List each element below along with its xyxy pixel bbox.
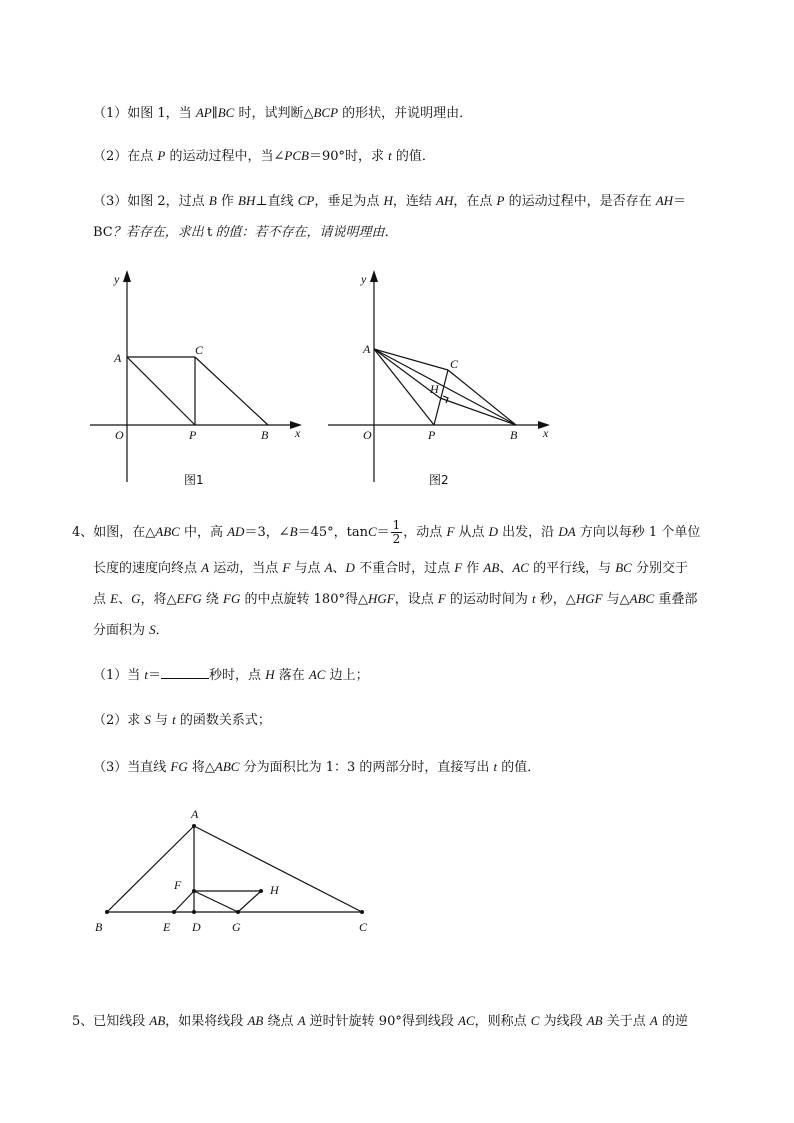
label-H: H: [430, 382, 439, 396]
math-symbol: HGF: [367, 591, 395, 606]
math-symbol: BH: [238, 193, 256, 208]
text-run: 秒，△: [535, 592, 576, 607]
text-run: 作: [462, 561, 484, 576]
text-run: 绕点: [263, 1014, 298, 1029]
label-P: P: [428, 428, 436, 442]
label-E: E: [163, 920, 171, 934]
text-run: t: [207, 225, 213, 240]
text-run: 关于点: [602, 1014, 650, 1029]
label-C: C: [450, 357, 459, 371]
math-symbol: BC: [217, 105, 235, 120]
text-run: 分为面积比为 1：3 的两部分时，直接写出: [239, 760, 494, 775]
math-symbol: F: [437, 591, 446, 606]
text-run: 边上；: [325, 668, 369, 683]
math-symbol: D: [345, 560, 355, 575]
point-B: [105, 910, 109, 914]
text-run: （1）如图 1，当: [93, 106, 196, 121]
math-symbol: AC: [458, 1013, 475, 1028]
math-symbol: AB: [483, 560, 500, 575]
y-axis-arrow: [370, 270, 378, 282]
math-symbol: ABC: [629, 591, 655, 606]
math-symbol: A: [324, 560, 333, 575]
math-symbol: A: [297, 1013, 306, 1028]
math-symbol: DA: [558, 524, 576, 539]
segment-AB: [107, 826, 194, 912]
label-O: O: [363, 428, 372, 442]
label-D: D: [192, 920, 201, 934]
text-run: 的运动过程中，当∠: [165, 149, 285, 164]
point-G: [236, 910, 240, 914]
segment-AB: [374, 349, 516, 425]
math-symbol: S: [149, 622, 156, 637]
math-symbol: 的值：若不存在，请说明理由．: [212, 224, 398, 239]
text-run: 的逆: [657, 1014, 688, 1029]
text-run: 长度的速度向终点: [93, 561, 202, 576]
text-run: 中，高: [179, 525, 228, 540]
math-symbol: AB: [149, 1013, 166, 1028]
q3-part3-line2: [93, 222, 398, 243]
label-y: y: [361, 272, 367, 286]
text-run: 的平行线，与: [528, 561, 616, 576]
math-symbol: t: [172, 712, 176, 727]
math-symbol: G: [131, 591, 141, 606]
figure-1: [80, 262, 310, 494]
math-symbol: AB: [247, 1013, 264, 1028]
segment-CB: [448, 370, 516, 425]
math-symbol: B: [208, 193, 217, 208]
q4-line1: [72, 519, 700, 546]
text-run: 的运动过程中，是否存在: [504, 194, 656, 209]
text-run: ，动点: [403, 525, 447, 540]
point-D: [192, 910, 196, 914]
text-run: 将△: [187, 760, 215, 775]
label-B: B: [95, 920, 103, 934]
segment-CB: [195, 357, 268, 425]
math-symbol: AP: [195, 105, 212, 120]
text-run: 的值．: [497, 760, 541, 775]
tan-c-fraction: $\frac{1}{2}$: [392, 518, 401, 546]
math-symbol: AC: [308, 667, 326, 682]
label-y: y: [114, 272, 120, 286]
math-symbol: C: [530, 1013, 540, 1028]
q3-part3-line1: [93, 191, 686, 212]
text-run: （3）当直线: [93, 760, 171, 775]
text-run: 、: [499, 561, 513, 576]
text-run: 运动，当点: [209, 561, 283, 576]
math-symbol: HGF: [575, 591, 603, 606]
math-symbol: BCP: [313, 105, 339, 120]
math-symbol: BC: [615, 560, 632, 575]
math-symbol: C: [367, 524, 377, 539]
point-C: [360, 910, 364, 914]
q5-line1: [72, 1011, 688, 1032]
text-run: ＝: [148, 668, 162, 683]
answer-blank[interactable]: [161, 664, 209, 679]
label-x: x: [295, 426, 301, 440]
text-run: BC: [93, 225, 113, 240]
text-run: 的中点旋转 180°得△: [240, 592, 368, 607]
figure-3: [88, 800, 388, 940]
text-run: 、: [332, 561, 346, 576]
math-symbol: A: [649, 1013, 658, 1028]
segment-AC: [194, 826, 362, 912]
math-symbol: AH: [655, 193, 674, 208]
point-A: [192, 824, 196, 828]
label-G: G: [232, 920, 241, 934]
segment-HB: [440, 398, 516, 425]
math-symbol: ABC: [214, 759, 240, 774]
label-P: P: [189, 428, 197, 442]
text-run: 的值．: [391, 149, 435, 164]
math-symbol: PCB: [284, 148, 309, 163]
text-run: 重叠部: [654, 592, 698, 607]
label-F: F: [174, 878, 182, 892]
text-run: （3）如图 2，过点: [93, 194, 209, 209]
q4-part1: [93, 664, 369, 686]
segment-HG: [238, 891, 261, 912]
math-symbol: B: [289, 524, 298, 539]
text-run: ，连结: [392, 194, 437, 209]
label-B: B: [510, 428, 518, 442]
math-symbol: H: [265, 667, 275, 682]
label-A: A: [114, 351, 122, 365]
text-run: ＝90°时，求: [308, 149, 389, 164]
q3-part2: [93, 146, 435, 167]
label-O: O: [115, 428, 124, 442]
text-run: ，将△: [140, 592, 177, 607]
math-symbol: F: [446, 524, 455, 539]
math-symbol: ABC: [155, 524, 180, 539]
q4-line4: [93, 620, 169, 641]
text-run: ＝3，∠: [244, 525, 290, 540]
text-run: 、: [118, 592, 132, 607]
text-run: ，垂足为点: [314, 194, 384, 209]
label-H: H: [270, 883, 279, 897]
math-symbol: CP: [297, 193, 315, 208]
y-axis-arrow: [123, 270, 131, 282]
text-run: 秒时，点: [209, 668, 266, 683]
label-B: B: [261, 428, 269, 442]
math-symbol: AH: [436, 193, 454, 208]
text-run: 不重合时，过点: [354, 561, 455, 576]
math-symbol: A: [201, 560, 210, 575]
figure-2-caption: 图2: [429, 473, 449, 487]
q3-part1: [93, 103, 472, 124]
label-C: C: [195, 343, 204, 357]
text-run: ，设点: [394, 592, 438, 607]
text-run: ＝: [376, 525, 390, 540]
text-run: 点: [93, 592, 111, 607]
q4-part3: [93, 757, 540, 778]
text-run: ，在点: [453, 194, 497, 209]
math-symbol: P: [496, 193, 505, 208]
math-symbol: ？若存在，求出: [112, 224, 208, 239]
math-symbol: F: [454, 560, 463, 575]
math-symbol: FG: [170, 759, 188, 774]
text-run: ⊥直线: [255, 194, 298, 209]
math-symbol: S: [144, 712, 151, 727]
text-run: ，如果将线段: [165, 1014, 248, 1029]
text-run: 的形状，并说明理由．: [338, 106, 473, 121]
text-run: 绕: [201, 592, 224, 607]
math-symbol: E: [110, 591, 119, 606]
text-run: ，则称点: [474, 1014, 531, 1029]
math-symbol: D: [488, 524, 499, 539]
q4-line2: [93, 558, 688, 579]
text-run: 分面积为: [93, 623, 150, 638]
math-symbol: EFG: [176, 591, 202, 606]
text-run: 与△: [602, 592, 630, 607]
label-A: A: [191, 807, 199, 821]
math-symbol: t: [532, 591, 536, 606]
text-run: 出发，沿: [498, 525, 559, 540]
math-symbol: AD: [227, 524, 245, 539]
point-E: [172, 910, 176, 914]
text-run: 的运动时间为: [445, 592, 533, 607]
figure-2: [320, 262, 560, 494]
segment-AP: [127, 357, 195, 425]
math-symbol: AC: [512, 560, 529, 575]
math-symbol: FG: [223, 591, 241, 606]
text-run: （2）求: [93, 713, 145, 728]
point-H: [259, 889, 263, 893]
text-run: 落在: [274, 668, 309, 683]
figure-1-caption: 图1: [184, 473, 204, 487]
math-symbol: t: [388, 148, 392, 163]
math-symbol: t: [493, 759, 498, 774]
text-run: 为线段: [539, 1014, 587, 1029]
text-run: ．: [155, 623, 169, 638]
segment-AC: [374, 349, 448, 370]
q4-line3: [93, 589, 697, 610]
q4-part2: [93, 710, 271, 731]
math-symbol: AB: [586, 1013, 603, 1028]
segment-FE: [174, 891, 194, 912]
text-run: 的函数关系式；: [175, 713, 271, 728]
text-run: ∥: [211, 106, 218, 121]
text-run: 作: [216, 194, 239, 209]
text-run: 5、已知线段: [72, 1014, 150, 1029]
label-C: C: [359, 920, 368, 934]
label-A: A: [363, 342, 371, 356]
text-run: （2）在点: [93, 149, 158, 164]
math-symbol: P: [157, 148, 166, 163]
text-run: 与: [150, 713, 173, 728]
text-run: ＝45°，tan: [297, 525, 368, 540]
segment-FG: [194, 891, 238, 912]
math-symbol: H: [383, 193, 393, 208]
math-symbol: t: [144, 667, 149, 682]
text-run: 逆时针旋转 90°得到线段: [305, 1014, 458, 1029]
text-run: 分别交于: [631, 561, 688, 576]
text-run: （1）当: [93, 668, 145, 683]
text-run: 与点: [290, 561, 325, 576]
text-run: ＝: [673, 194, 687, 209]
text-run: 4、如图，在△: [72, 525, 156, 540]
text-run: 时，试判断△: [234, 106, 314, 121]
label-x: x: [543, 426, 549, 440]
math-symbol: F: [282, 560, 291, 575]
point-F: [192, 889, 196, 893]
text-run: 从点: [454, 525, 489, 540]
text-run: 方向以每秒 1 个单位: [575, 525, 701, 540]
